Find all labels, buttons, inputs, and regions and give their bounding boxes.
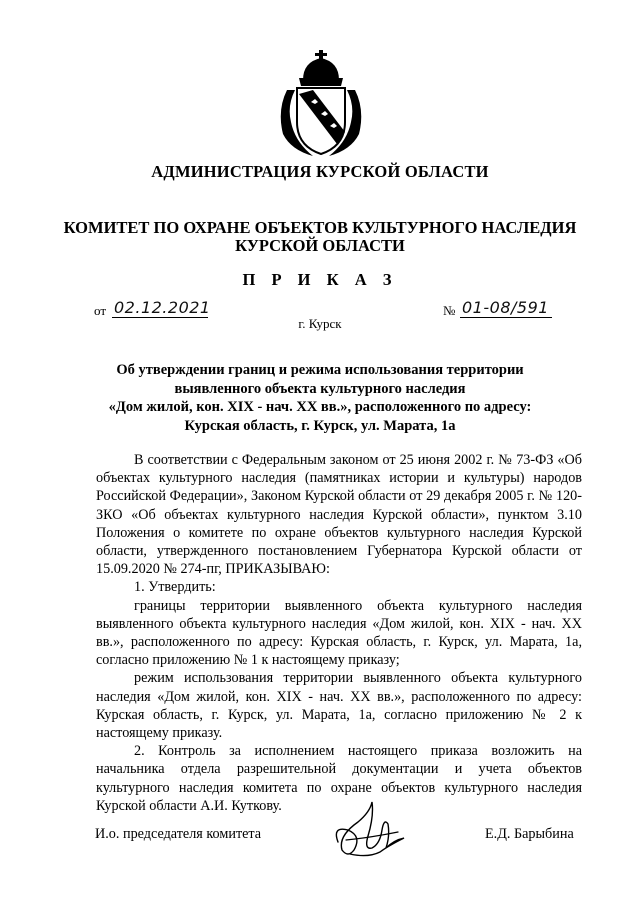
number-label: №: [443, 303, 456, 318]
subject-line4: Курская область, г. Курск, ул. Марата, 1а: [184, 417, 456, 434]
handwritten-signature: [328, 796, 412, 862]
order-body: [96, 451, 582, 815]
date-label: от: [94, 303, 107, 318]
paragraph-boundaries: границы территории выявленного объекта культурного наследия выявленного объекта культурного наследия «Дом жилой, кон. XIX - нач. XX вв.», расположенного по адресу: Курская область, г. Курск, ул. Марата, 1а, согласно приложению № 1 к настоящему приказу;: [96, 597, 582, 669]
order-subject: [80, 361, 560, 435]
number-value: 01-08/591: [462, 298, 549, 317]
paragraph-preamble: В соответствии с Федеральным законом от 25 июня 2002 г. № 73-ФЗ «Об объектах культурного наследия (памятниках истории и культуры) народов Российской Федерации», Законом Курской области от 29 декабря 2005 г. № 120-ЗКО «Об объектах культурного наследия Курской области», пунктом 3.10 Положения о комитете по охране объектов культурного наследия Курской области, утвержденного постановлением Губернатора Курской области от 15.09.2020 № 274-пг, ПРИКАЗЫВАЮ:: [96, 452, 582, 578]
signatory-role: И.о. председателя комитета: [95, 826, 262, 842]
paragraph-item-2: 2. Контроль за исполнением настоящего приказа возложить на начальника отдела разрешительной документации и учета объектов культурного наследия комитета по охране объектов культурного наследия Курской области А.И. Куткову.: [96, 743, 582, 814]
paragraph-item-1: 1. Утвердить:: [134, 579, 216, 596]
date-value: 02.12.2021: [114, 298, 211, 317]
signatory-name: Е.Д. Барыбина: [485, 826, 574, 842]
subject-line3: «Дом жилой, кон. XIX - нач. XX вв.», расположенного по адресу:: [108, 399, 532, 415]
city: г. Курск: [298, 316, 342, 331]
document-type: П Р И К А З: [242, 270, 398, 289]
paragraph-regime: режим использования территории выявленного объекта культурного наследия «Дом жилой, кон. XIX - нач. XX вв.», расположенного по адресу: Курская область, г. Курск, ул. Марата, 1а, согласно приложению № 2 к настоящему приказу.: [96, 670, 582, 742]
committee-title-line2: КУРСКОЙ ОБЛАСТИ: [235, 236, 405, 255]
coat-of-arms-icon: [273, 50, 369, 160]
committee-title-line1: КОМИТЕТ ПО ОХРАНЕ ОБЪЕКТОВ КУЛЬТУРНОГО НАСЛЕДИЯ: [63, 218, 577, 237]
administration-title: АДМИНИСТРАЦИЯ КУРСКОЙ ОБЛАСТИ: [151, 162, 489, 181]
subject-line1: Об утверждении границ и режима использования территории: [116, 362, 524, 378]
subject-line2: выявленного объекта культурного наследия: [174, 380, 466, 397]
